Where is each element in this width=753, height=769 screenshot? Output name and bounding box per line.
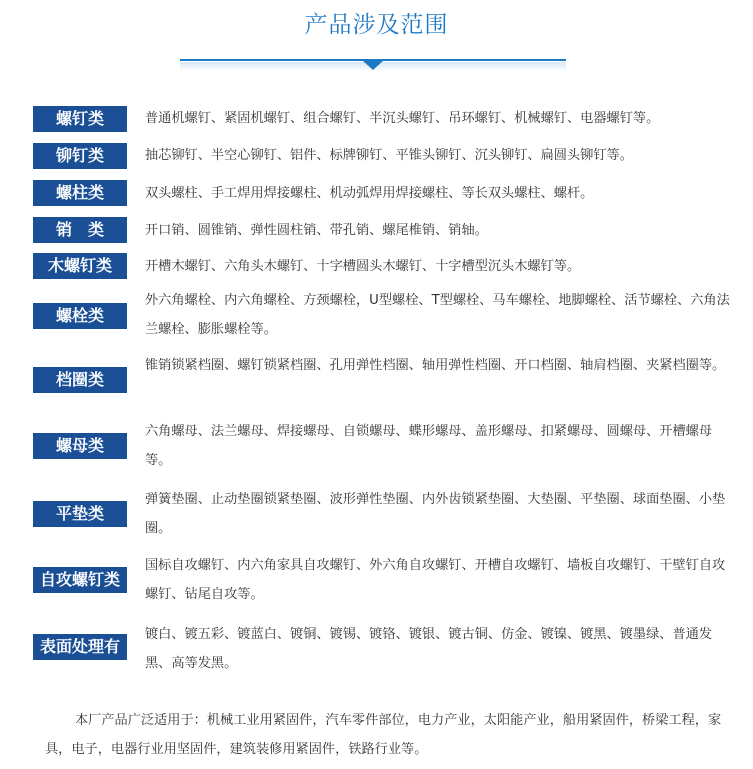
category-description: 普通机螺钉、紧固机螺钉、组合螺钉、半沉头螺钉、吊环螺钉、机械螺钉、电器螺钉等。: [145, 111, 660, 126]
category-description: 六角螺母、法兰螺母、焊接螺母、自锁螺母、蝶形螺母、盖形螺母、扣紧螺母、圆螺母、开槽螺母等。: [145, 424, 713, 468]
category-description: 锥销锁紧档圈、螺钉锁紧档圈、孔用弹性档圈、轴用弹性档圈、开口档圈、轴肩档圈、夹紧档圈等。: [145, 358, 726, 373]
category-label: 平垫类: [33, 501, 127, 527]
category-description: 外六角螺栓、内六角螺栓、方颈螺栓，U型螺栓、T型螺栓、马车螺栓、地脚螺栓、活节螺栓、六角法兰螺栓、膨胀螺栓等。: [145, 293, 730, 337]
category-label: 铆钉类: [33, 143, 127, 169]
category-label: 螺栓类: [33, 303, 127, 329]
category-label: 螺母类: [33, 433, 127, 459]
page-title: 产品涉及范围: [304, 12, 449, 38]
category-label: 木螺钉类: [33, 253, 127, 279]
category-description: 抽芯铆钉、半空心铆钉、铝件、标牌铆钉、平锥头铆钉、沉头铆钉、扁圆头铆钉等。: [145, 148, 633, 163]
applications-paragraph: 本厂产品广泛适用于：机械工业用紧固件，汽车零件部位，电力产业，太阳能产业，船用紧固件，桥梁工程，家具，电子，电器行业用坚固件，建筑装修用紧固件，铁路行业等。: [45, 713, 722, 757]
title-underline-notch: [363, 61, 383, 70]
category-label: 表面处理有: [33, 634, 127, 660]
category-description: 开口销、圆锥销、弹性圆柱销、带孔销、螺尾椎销、销轴。: [145, 223, 488, 238]
category-label: 销 类: [33, 217, 127, 243]
category-label: 螺钉类: [33, 106, 127, 132]
category-label: 自攻螺钉类: [33, 567, 127, 593]
category-description: 镀白、镀五彩、镀蓝白、镀铜、镀锡、镀铬、镀银、镀古铜、仿金、镀镍、镀黑、镀墨绿、普通发黑、高等发黑。: [145, 627, 713, 671]
category-description: 开槽木螺钉、六角头木螺钉、十字槽圆头木螺钉、十字槽型沉头木螺钉等。: [145, 259, 581, 274]
category-description: 弹簧垫圈、止动垫圈锁紧垫圈、波形弹性垫圈、内外齿锁紧垫圈、大垫圈、平垫圈、球面垫圈、小垫圈。: [145, 492, 726, 536]
category-label: 螺柱类: [33, 180, 127, 206]
category-description: 国标自攻螺钉、内六角家具自攻螺钉、外六角自攻螺钉、开槽自攻螺钉、墙板自攻螺钉、干壁钉自攻螺钉、钻尾自攻等。: [145, 558, 726, 602]
category-label: 档圈类: [33, 367, 127, 393]
category-description: 双头螺柱、手工焊用焊接螺柱、机动弧焊用焊接螺柱、等长双头螺柱、螺杆。: [145, 186, 594, 201]
